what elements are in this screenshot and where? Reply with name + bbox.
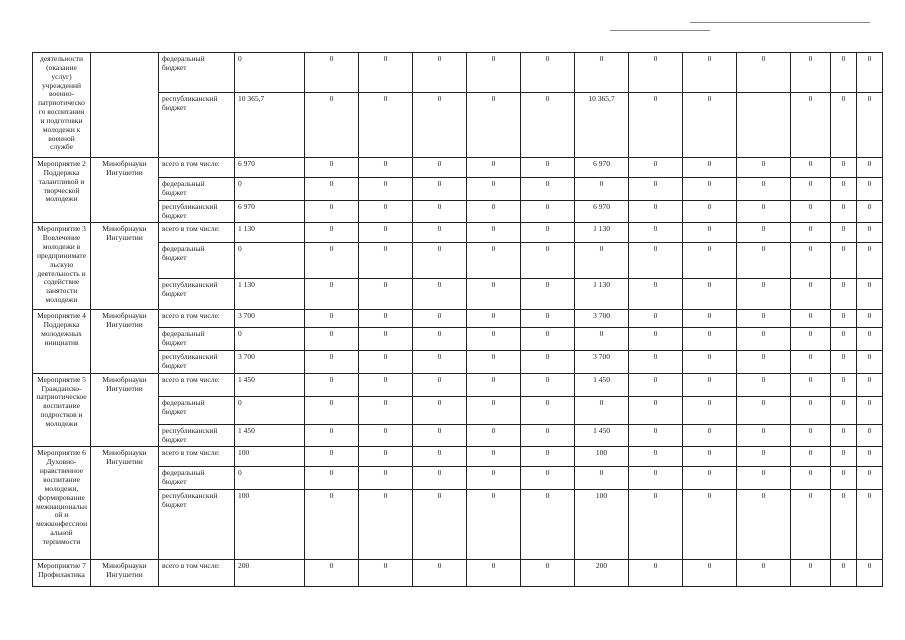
executor-cell: Минобрнауки Ингушетии (91, 560, 159, 587)
funding-source-cell: всего в том числе: (159, 310, 235, 328)
value-cell: 1 450 (235, 373, 305, 396)
value-cell (737, 93, 791, 158)
table-row (33, 490, 883, 560)
value-cell: 0 (305, 53, 359, 93)
value-cell: 0 (791, 93, 831, 158)
value-cell: 0 (413, 328, 467, 351)
value-cell: 0 (305, 310, 359, 328)
value-cell: 0 (629, 200, 683, 223)
value-cell: 0 (831, 200, 857, 223)
value-cell: 0 (467, 310, 521, 328)
value-cell: 0 (305, 279, 359, 310)
value-cell: 0 (683, 223, 737, 243)
value-cell: 0 (857, 223, 883, 243)
value-cell: 0 (683, 328, 737, 351)
value-cell: 0 (305, 200, 359, 223)
funding-source-cell: республиканский бюджет (159, 490, 235, 560)
value-cell: 0 (857, 53, 883, 93)
value-cell: 0 (737, 310, 791, 328)
executor-cell: Минобрнауки Ингушетии (91, 223, 159, 310)
value-cell: 0 (857, 396, 883, 424)
executor-cell: Минобрнауки Ингушетии (91, 447, 159, 560)
value-cell: 0 (413, 200, 467, 223)
table-row (33, 243, 883, 279)
event-name-cell: Мероприятие 3 Вовлечение молодежи в предпринимате льскую деятельность и содействие занятости молодежи (33, 223, 91, 310)
value-cell: 100 (575, 490, 629, 560)
value-cell: 0 (629, 490, 683, 560)
value-cell: 0 (467, 447, 521, 467)
table-row (33, 447, 883, 467)
table-row (33, 93, 883, 158)
value-cell: 0 (683, 279, 737, 310)
table-row (33, 373, 883, 396)
value-cell: 3 700 (235, 310, 305, 328)
value-cell: 0 (831, 467, 857, 490)
value-cell: 0 (831, 53, 857, 93)
funding-source-cell: федеральный бюджет (159, 243, 235, 279)
event-name-cell: Мероприятие 2 Поддержка талантливой и творческой молодежи (33, 158, 91, 223)
value-cell: 0 (359, 158, 413, 178)
value-cell: 0 (831, 328, 857, 351)
funding-source-cell: всего в том числе: (159, 158, 235, 178)
value-cell: 0 (683, 351, 737, 374)
value-cell: 0 (359, 447, 413, 467)
value-cell: 0 (791, 490, 831, 560)
value-cell: 0 (359, 310, 413, 328)
value-cell: 0 (683, 396, 737, 424)
value-cell: 0 (575, 467, 629, 490)
value-cell: 0 (359, 200, 413, 223)
value-cell: 0 (467, 223, 521, 243)
funding-source-cell: всего в том числе: (159, 447, 235, 467)
value-cell: 0 (521, 447, 575, 467)
value-cell: 0 (413, 223, 467, 243)
value-cell: 0 (857, 490, 883, 560)
scan-artifact-line (690, 22, 870, 23)
table-row (33, 396, 883, 424)
value-cell: 0 (629, 560, 683, 587)
value-cell: 0 (857, 243, 883, 279)
value-cell: 0 (575, 328, 629, 351)
value-cell: 0 (857, 351, 883, 374)
table-row (33, 424, 883, 447)
funding-source-cell: федеральный бюджет (159, 467, 235, 490)
value-cell: 0 (359, 351, 413, 374)
value-cell: 0 (413, 158, 467, 178)
table-row (33, 53, 883, 93)
value-cell: 0 (467, 158, 521, 178)
event-name-cell: Мероприятие 5 Гражданско-патриотическое воспитание подростков и молодежи (33, 373, 91, 447)
value-cell: 0 (629, 447, 683, 467)
table-row (33, 310, 883, 328)
value-cell: 0 (831, 178, 857, 201)
funding-source-cell: республиканский бюджет (159, 279, 235, 310)
value-cell: 3 700 (575, 351, 629, 374)
value-cell: 0 (629, 223, 683, 243)
value-cell: 0 (521, 328, 575, 351)
value-cell: 0 (359, 396, 413, 424)
value-cell: 0 (831, 223, 857, 243)
value-cell: 3 700 (575, 310, 629, 328)
value-cell: 0 (737, 178, 791, 201)
value-cell: 0 (831, 447, 857, 467)
value-cell: 200 (575, 560, 629, 587)
value-cell: 0 (629, 243, 683, 279)
value-cell: 0 (305, 93, 359, 158)
value-cell: 0 (737, 53, 791, 93)
value-cell: 0 (831, 373, 857, 396)
value-cell: 0 (521, 158, 575, 178)
value-cell: 0 (791, 424, 831, 447)
value-cell: 0 (235, 178, 305, 201)
value-cell: 0 (857, 310, 883, 328)
value-cell: 0 (305, 158, 359, 178)
funding-source-cell: федеральный бюджет (159, 53, 235, 93)
value-cell: 0 (831, 424, 857, 447)
executor-cell: Минобрнауки Ингушетии (91, 158, 159, 223)
value-cell: 0 (857, 560, 883, 587)
value-cell: 0 (737, 328, 791, 351)
value-cell: 0 (857, 424, 883, 447)
value-cell: 0 (683, 310, 737, 328)
value-cell: 0 (305, 560, 359, 587)
value-cell: 0 (521, 53, 575, 93)
value-cell: 0 (235, 243, 305, 279)
value-cell: 0 (467, 279, 521, 310)
table-row (33, 467, 883, 490)
value-cell: 0 (305, 396, 359, 424)
value-cell: 0 (857, 373, 883, 396)
event-name-cell: Мероприятие 4 Поддержка молодежных инициатив (33, 310, 91, 373)
value-cell: 0 (791, 447, 831, 467)
value-cell: 1 130 (235, 223, 305, 243)
value-cell: 0 (467, 351, 521, 374)
value-cell: 0 (359, 178, 413, 201)
value-cell: 0 (737, 490, 791, 560)
value-cell: 0 (413, 560, 467, 587)
value-cell: 0 (575, 53, 629, 93)
value-cell: 0 (737, 158, 791, 178)
event-name-cell: Мероприятие 6 Духовно-нравственное воспитание молодежи, формирование межнациональн ой и межконфессион альной терпимости (33, 447, 91, 560)
value-cell: 0 (305, 243, 359, 279)
value-cell: 0 (791, 223, 831, 243)
value-cell: 0 (831, 93, 857, 158)
value-cell: 0 (629, 93, 683, 158)
value-cell: 10 365,7 (575, 93, 629, 158)
value-cell: 0 (629, 328, 683, 351)
budget-table (32, 52, 883, 587)
value-cell: 6 970 (235, 200, 305, 223)
value-cell: 0 (831, 396, 857, 424)
value-cell: 0 (629, 424, 683, 447)
value-cell: 0 (413, 243, 467, 279)
value-cell: 0 (737, 447, 791, 467)
value-cell: 0 (521, 373, 575, 396)
value-cell: 0 (467, 328, 521, 351)
value-cell: 0 (467, 200, 521, 223)
value-cell: 0 (359, 328, 413, 351)
value-cell: 0 (235, 396, 305, 424)
value-cell: 0 (359, 93, 413, 158)
value-cell: 0 (857, 178, 883, 201)
value-cell: 0 (235, 53, 305, 93)
value-cell: 0 (791, 351, 831, 374)
value-cell: 100 (235, 447, 305, 467)
value-cell: 0 (521, 396, 575, 424)
value-cell: 0 (831, 310, 857, 328)
value-cell: 0 (737, 467, 791, 490)
value-cell: 0 (737, 560, 791, 587)
value-cell: 0 (683, 447, 737, 467)
value-cell: 0 (629, 310, 683, 328)
value-cell: 0 (791, 396, 831, 424)
value-cell: 0 (683, 490, 737, 560)
value-cell: 0 (359, 279, 413, 310)
value-cell: 0 (857, 158, 883, 178)
table-row (33, 200, 883, 223)
value-cell: 0 (791, 310, 831, 328)
value-cell: 0 (683, 243, 737, 279)
value-cell: 100 (575, 447, 629, 467)
value-cell: 0 (791, 178, 831, 201)
value-cell: 0 (683, 53, 737, 93)
value-cell: 6 970 (575, 200, 629, 223)
value-cell: 0 (467, 467, 521, 490)
value-cell: 0 (235, 328, 305, 351)
value-cell: 0 (521, 93, 575, 158)
value-cell: 0 (683, 373, 737, 396)
executor-cell (91, 53, 159, 158)
value-cell: 10 365,7 (235, 93, 305, 158)
scan-artifact-line (610, 30, 710, 31)
value-cell: 0 (521, 351, 575, 374)
value-cell: 0 (413, 447, 467, 467)
value-cell: 0 (359, 490, 413, 560)
value-cell: 0 (683, 93, 737, 158)
value-cell: 0 (413, 53, 467, 93)
value-cell: 0 (575, 396, 629, 424)
value-cell: 0 (521, 310, 575, 328)
table-row (33, 560, 883, 587)
value-cell: 0 (857, 279, 883, 310)
value-cell: 1 450 (235, 424, 305, 447)
value-cell: 0 (413, 467, 467, 490)
table-row (33, 223, 883, 243)
value-cell: 0 (857, 328, 883, 351)
value-cell: 0 (683, 560, 737, 587)
value-cell: 0 (629, 178, 683, 201)
value-cell: 0 (467, 53, 521, 93)
value-cell: 0 (521, 200, 575, 223)
table-row (33, 351, 883, 374)
funding-source-cell: республиканский бюджет (159, 200, 235, 223)
value-cell: 0 (467, 178, 521, 201)
value-cell: 0 (683, 424, 737, 447)
value-cell: 0 (791, 560, 831, 587)
value-cell: 0 (831, 243, 857, 279)
funding-source-cell: республиканский бюджет (159, 351, 235, 374)
value-cell: 0 (413, 178, 467, 201)
funding-source-cell: федеральный бюджет (159, 328, 235, 351)
value-cell: 0 (521, 467, 575, 490)
value-cell: 3 700 (235, 351, 305, 374)
value-cell: 200 (235, 560, 305, 587)
value-cell: 0 (791, 243, 831, 279)
value-cell: 0 (359, 373, 413, 396)
value-cell: 0 (467, 560, 521, 587)
value-cell: 0 (683, 467, 737, 490)
value-cell: 0 (737, 279, 791, 310)
value-cell: 0 (521, 560, 575, 587)
value-cell: 0 (737, 424, 791, 447)
executor-cell: Минобрнауки Ингушетии (91, 373, 159, 447)
value-cell: 0 (467, 373, 521, 396)
funding-source-cell: республиканский бюджет (159, 93, 235, 158)
value-cell: 0 (737, 351, 791, 374)
value-cell: 0 (831, 560, 857, 587)
value-cell: 0 (629, 396, 683, 424)
value-cell: 0 (857, 200, 883, 223)
value-cell: 0 (629, 53, 683, 93)
value-cell: 0 (521, 279, 575, 310)
value-cell: 0 (305, 223, 359, 243)
value-cell: 0 (737, 396, 791, 424)
value-cell: 0 (413, 490, 467, 560)
value-cell: 1 130 (575, 223, 629, 243)
value-cell: 0 (413, 279, 467, 310)
value-cell: 0 (521, 243, 575, 279)
value-cell: 0 (629, 279, 683, 310)
value-cell: 0 (305, 424, 359, 447)
value-cell: 0 (467, 396, 521, 424)
funding-source-cell: всего в том числе: (159, 560, 235, 587)
value-cell: 0 (629, 351, 683, 374)
value-cell: 0 (791, 373, 831, 396)
value-cell: 0 (831, 351, 857, 374)
value-cell: 0 (359, 223, 413, 243)
value-cell: 0 (467, 424, 521, 447)
event-name-cell: Мероприятие 7 Профилактика (33, 560, 91, 587)
value-cell: 0 (305, 373, 359, 396)
funding-source-cell: федеральный бюджет (159, 396, 235, 424)
value-cell: 0 (857, 93, 883, 158)
event-name-cell: деятельности (оказание услуг) учреждений военно-патриотическо го воспитания и подготовки молодежи к военной службе (33, 53, 91, 158)
value-cell: 0 (359, 560, 413, 587)
value-cell: 0 (521, 424, 575, 447)
value-cell: 0 (575, 243, 629, 279)
value-cell: 0 (575, 178, 629, 201)
value-cell: 1 450 (575, 373, 629, 396)
value-cell: 0 (831, 279, 857, 310)
value-cell: 0 (467, 490, 521, 560)
value-cell: 0 (413, 93, 467, 158)
value-cell: 1 130 (235, 279, 305, 310)
value-cell: 0 (235, 467, 305, 490)
value-cell: 0 (683, 158, 737, 178)
value-cell: 0 (413, 351, 467, 374)
table-row (33, 158, 883, 178)
value-cell: 0 (831, 490, 857, 560)
value-cell: 0 (359, 467, 413, 490)
value-cell: 1 130 (575, 279, 629, 310)
value-cell: 0 (413, 310, 467, 328)
value-cell: 6 970 (575, 158, 629, 178)
table-row (33, 178, 883, 201)
value-cell: 0 (521, 490, 575, 560)
value-cell: 0 (305, 178, 359, 201)
funding-source-cell: федеральный бюджет (159, 178, 235, 201)
value-cell: 0 (791, 467, 831, 490)
value-cell: 0 (831, 158, 857, 178)
table-row (33, 279, 883, 310)
value-cell: 0 (413, 373, 467, 396)
value-cell: 0 (791, 158, 831, 178)
value-cell: 0 (359, 243, 413, 279)
value-cell: 0 (413, 424, 467, 447)
value-cell: 0 (521, 223, 575, 243)
value-cell: 0 (857, 447, 883, 467)
funding-source-cell: всего в том числе: (159, 373, 235, 396)
value-cell: 0 (413, 396, 467, 424)
executor-cell: Минобрнауки Ингушетии (91, 310, 159, 373)
value-cell: 0 (791, 200, 831, 223)
value-cell: 6 970 (235, 158, 305, 178)
value-cell: 1 450 (575, 424, 629, 447)
value-cell: 0 (629, 158, 683, 178)
funding-source-cell: республиканский бюджет (159, 424, 235, 447)
value-cell: 0 (467, 243, 521, 279)
value-cell: 0 (359, 53, 413, 93)
value-cell: 0 (737, 373, 791, 396)
value-cell: 0 (737, 223, 791, 243)
value-cell: 0 (359, 424, 413, 447)
value-cell: 0 (305, 467, 359, 490)
value-cell: 0 (737, 200, 791, 223)
value-cell: 0 (305, 351, 359, 374)
value-cell: 100 (235, 490, 305, 560)
value-cell: 0 (305, 490, 359, 560)
table-row (33, 328, 883, 351)
value-cell: 0 (791, 328, 831, 351)
value-cell: 0 (521, 178, 575, 201)
value-cell: 0 (683, 178, 737, 201)
value-cell: 0 (629, 373, 683, 396)
value-cell: 0 (791, 53, 831, 93)
value-cell: 0 (467, 93, 521, 158)
value-cell: 0 (305, 447, 359, 467)
value-cell: 0 (305, 328, 359, 351)
value-cell: 0 (857, 467, 883, 490)
funding-source-cell: всего в том числе: (159, 223, 235, 243)
value-cell: 0 (683, 200, 737, 223)
value-cell: 0 (791, 279, 831, 310)
value-cell: 0 (629, 467, 683, 490)
value-cell: 0 (737, 243, 791, 279)
